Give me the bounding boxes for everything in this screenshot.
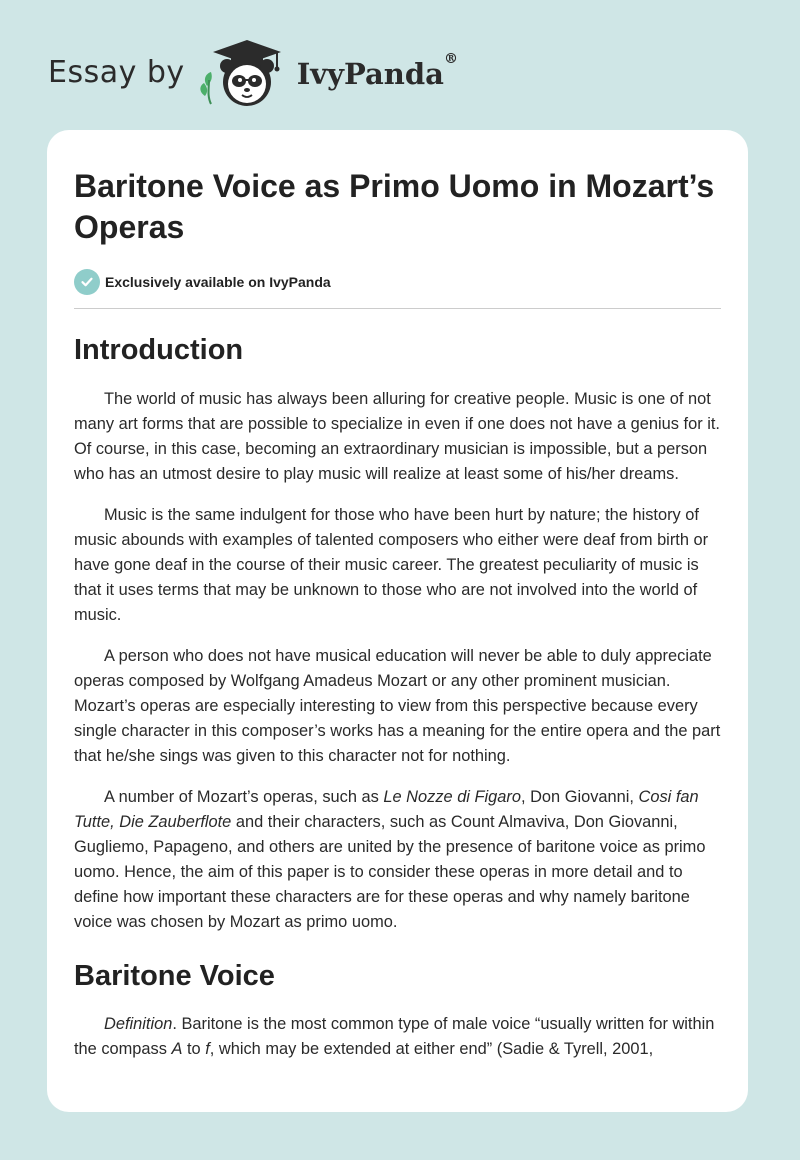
section-heading-baritone-voice: Baritone Voice <box>74 960 275 992</box>
brand-name[interactable] <box>296 51 458 91</box>
page-title: Baritone Voice as Primo Uomo in Mozart’s Operas <box>74 168 715 245</box>
paragraph <box>74 1012 721 1062</box>
paragraph: Music is the same indulgent for those who have been hurt by nature; the history of music abounds with examples of talented composers who either were deaf from birth or have gone deaf in the course of their music career. The greatest peculiarity of music is that it uses terms that may be unknown to those who are not involved into the world of music. <box>74 506 709 624</box>
term-label: Definition <box>104 1015 173 1033</box>
opera-title: Cosi fan Tutte, Die Zauberflote <box>74 788 699 831</box>
text-run: and their characters, such as Count Almaviva, Don Giovanni, Gugliemo, Papageno, and others are united by the presence of baritone voice as primo uomo. Hence, the aim of this paper is to consider these operas in more detail and to define how important these characters are for these operas and why namely baritone voice was chosen by Mozart as primo uomo. <box>74 813 706 931</box>
panda-graduate-logo-icon[interactable] <box>197 34 293 110</box>
section-heading-introduction: Introduction <box>74 334 244 366</box>
brand-text: IvyPanda <box>296 57 444 91</box>
essay-card <box>47 130 748 1112</box>
paragraph: A person who does not have musical education will never be able to duly appreciate operas composed by Wolfgang Amadeus Mozart or any other prominent musician. Mozart’s operas are especially interesting to view from this perspective because every single character in this composer’s works has a meaning for the entire opera and the part that he/she sings was given to this character not for nothing. <box>74 647 721 765</box>
opera-title: Le Nozze di Figaro <box>383 788 521 806</box>
registered-mark: ® <box>443 51 458 68</box>
text-run: to <box>182 1040 206 1058</box>
exclusive-badge <box>74 269 721 295</box>
site-header <box>48 34 458 110</box>
paragraph <box>74 785 721 935</box>
note-letter: A <box>171 1040 183 1058</box>
note-letter: f <box>205 1040 210 1058</box>
check-icon <box>74 269 100 295</box>
paragraph: The world of music has always been alluring for creative people. Music is one of not many art forms that are possible to specialize in even if one does not have a genius for it. Of course, in this case, becoming an extraordinary musician is impossible, but a person who has an utmost desire to play music will realize at least some of his/her dreams. <box>74 390 720 483</box>
text-run: . Baritone is the most common type of male voice “usually written for within the compass <box>74 1015 715 1058</box>
exclusive-badge-text: Exclusively available on IvyPanda <box>105 274 331 290</box>
text-run: A number of Mozart’s operas, such as <box>104 788 384 806</box>
text-run: , Don Giovanni, <box>520 788 639 806</box>
essay-by-label: Essay by <box>48 54 185 90</box>
text-run: , which may be extended at either end” (Sadie & Tyrell, 2001, <box>209 1040 654 1058</box>
divider <box>74 308 721 309</box>
